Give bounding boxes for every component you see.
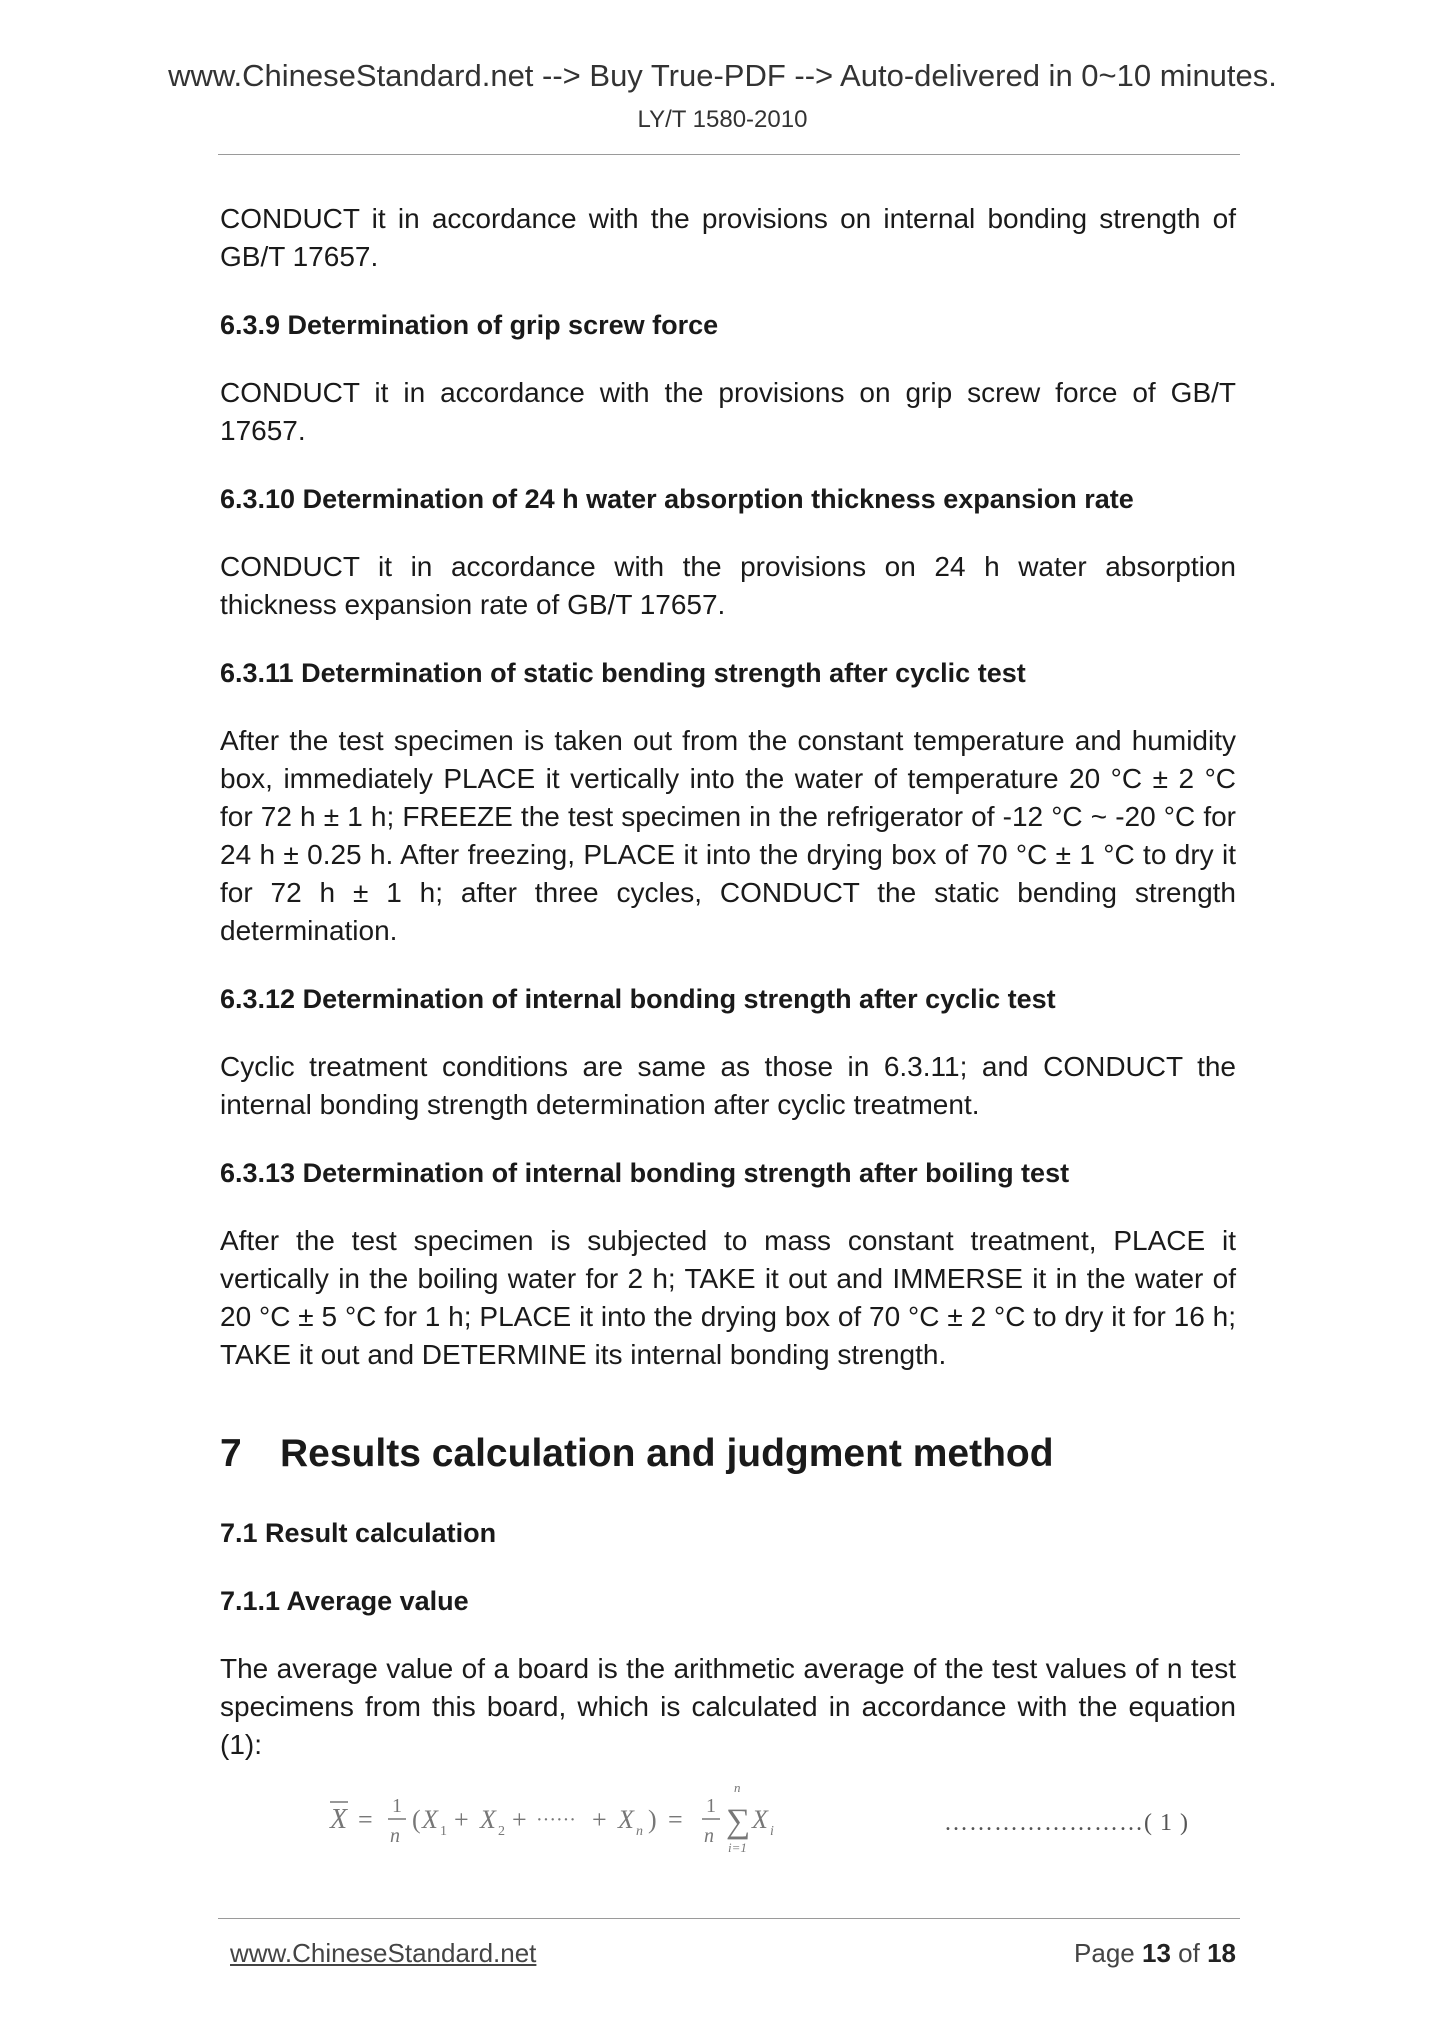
header-divider: [218, 154, 1240, 155]
paragraph-6-3-11: After the test specimen is taken out from the constant temperature and humidity box, immediately PLACE it vertically into the water of temperature 20 °C ± 2 °C for 72 h ± 1 h; FREEZE the test specimen in the refrigerator of -12 °C ~ -20 °C for 24 h ± 0.25 h. After freezing, PLACE it into the drying box of 70 °C ± 1 °C to dry it for 72 h ± 1 h; after three cycles, CONDUCT the static bending strength determination.: [220, 725, 1236, 946]
svg-text:+: +: [592, 1805, 607, 1834]
paragraph-6-3-13: After the test specimen is subjected to mass constant treatment, PLACE it vertically in the boiling water for 2 h; TAKE it out and IMMERSE it in the water of 20 °C ± 5 °C for 1 h; PLACE it into the drying box of 70 °C ± 2 °C to dry it for 16 h; TAKE it out and DETERMINE its internal bonding strength.: [220, 1225, 1236, 1370]
header-banner: www.ChineseStandard.net --> Buy True-PDF --> Auto-delivered in 0~10 minutes.: [168, 58, 1277, 93]
equation-row: [220, 1780, 1236, 1870]
eq-x1-sub: 1: [440, 1824, 447, 1839]
chapter-number: 7: [220, 1432, 242, 1475]
svg-text:+: +: [454, 1805, 469, 1834]
eq-frac2-num: 1: [706, 1795, 716, 1817]
eq-xi: X: [752, 1805, 768, 1834]
heading-6-3-10: 6.3.10 Determination of 24 h water absorption thickness expansion rate: [220, 484, 1134, 514]
heading-6-3-13: 6.3.13 Determination of internal bonding strength after boiling test: [220, 1158, 1070, 1188]
footer-site-link[interactable]: www.ChineseStandard.net: [230, 1938, 537, 1968]
eq-dots: ······: [536, 1809, 576, 1831]
eq-sum-sign: ∑: [726, 1803, 751, 1840]
svg-text:=: =: [668, 1805, 683, 1834]
eq-sum-upper: n: [734, 1780, 741, 1795]
footer-divider: [218, 1918, 1240, 1919]
svg-text:(: (: [412, 1805, 421, 1834]
eq-frac1-num: 1: [392, 1795, 402, 1817]
paragraph-intro: CONDUCT it in accordance with the provisions on internal bonding strength of GB/T 17657.: [220, 203, 1236, 272]
equation-number: ……………………( 1 ): [944, 1810, 1189, 1836]
heading-7-1: 7.1 Result calculation: [220, 1518, 497, 1548]
eq-frac1-den: n: [390, 1825, 400, 1847]
chapter-title: Results calculation and judgment method: [280, 1432, 1054, 1475]
paragraph-6-3-12: Cyclic treatment conditions are same as those in 6.3.11; and CONDUCT the internal bonding strength determination after cyclic treatment.: [220, 1051, 1236, 1120]
eq-xn: X: [618, 1805, 634, 1834]
eq-x2-sub: 2: [498, 1824, 505, 1839]
page-indicator: [1074, 1938, 1236, 1969]
eq-x1: X: [422, 1805, 438, 1834]
chapter-heading: [220, 1430, 1236, 1478]
svg-text:): ): [648, 1805, 657, 1834]
heading-6-3-9: 6.3.9 Determination of grip screw force: [220, 310, 719, 340]
eq-xi-sub: i: [770, 1824, 774, 1839]
eq-sum-lower: i=1: [728, 1840, 747, 1855]
heading-6-3-12: 6.3.12 Determination of internal bonding strength after cyclic test: [220, 984, 1056, 1014]
heading-6-3-11: 6.3.11 Determination of static bending strength after cyclic test: [220, 658, 1026, 688]
eq-lhs: X: [330, 1804, 348, 1835]
page-total: 18: [1207, 1938, 1236, 1968]
eq-xn-sub: n: [636, 1824, 643, 1839]
eq-x2: X: [480, 1805, 496, 1834]
svg-text:+: +: [512, 1805, 527, 1834]
paragraph-6-3-9: CONDUCT it in accordance with the provisions on grip screw force of GB/T 17657.: [220, 377, 1236, 446]
of-word: of: [1178, 1938, 1200, 1968]
svg-text:=: =: [358, 1805, 373, 1834]
eq-frac2-den: n: [704, 1825, 714, 1847]
page-current: 13: [1142, 1938, 1171, 1968]
standard-id: LY/T 1580-2010: [637, 106, 808, 133]
document-body: [220, 200, 1236, 1870]
paragraph-7-1-1: The average value of a board is the arithmetic average of the test values of n test specimens from this board, which is calculated in accordance with the equation (1):: [220, 1653, 1236, 1760]
paragraph-6-3-10: CONDUCT it in accordance with the provisions on 24 h water absorption thickness expansion rate of GB/T 17657.: [220, 551, 1236, 620]
page-word: Page: [1074, 1938, 1135, 1968]
heading-7-1-1: 7.1.1 Average value: [220, 1586, 469, 1616]
equation-average: [328, 1780, 888, 1870]
